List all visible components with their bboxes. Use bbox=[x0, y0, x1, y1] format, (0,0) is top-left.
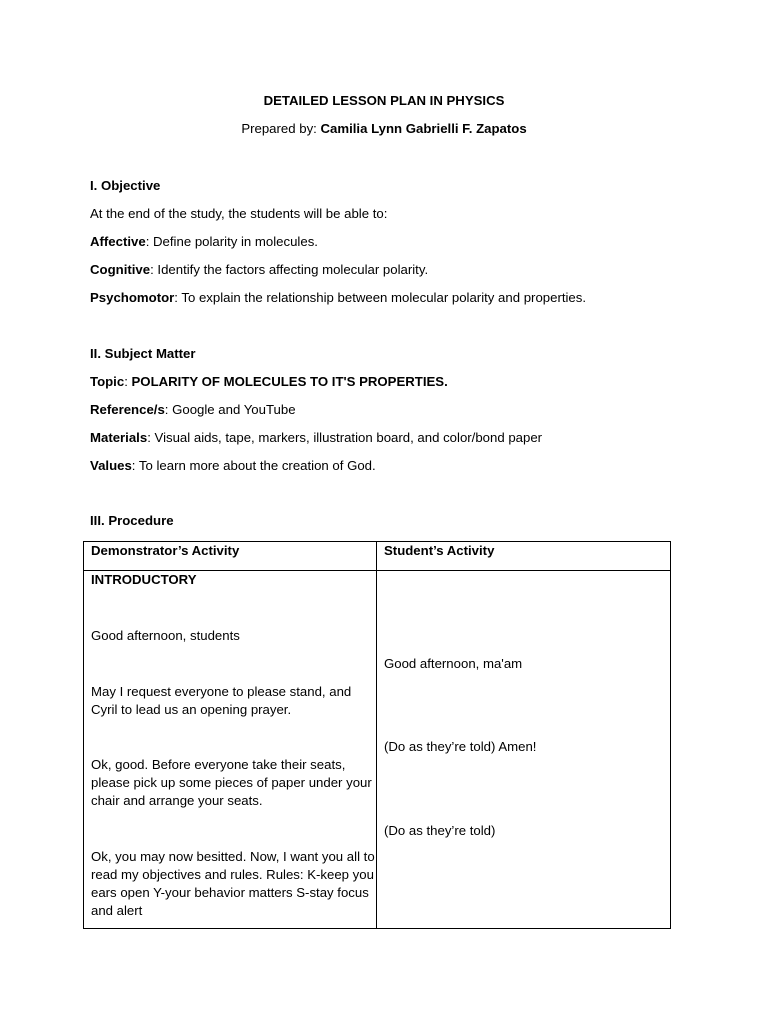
objective-affective: Affective: Define polarity in molecules. bbox=[90, 234, 318, 249]
demonstrator-cell bbox=[84, 571, 377, 929]
objective-psychomotor: Psychomotor: To explain the relationship between molecular polarity and properties. bbox=[90, 290, 587, 305]
subject-materials: Materials: Visual aids, tape, markers, illustration board, and color/bond paper bbox=[90, 430, 543, 445]
prepared-by bbox=[0, 120, 768, 138]
objective-cognitive: Cognitive: Identify the factors affecting molecular polarity. bbox=[90, 262, 429, 277]
student-line-2: (Do as they’re told) Amen! bbox=[384, 739, 537, 754]
table-header-cell bbox=[377, 542, 671, 571]
table-header-row bbox=[84, 542, 671, 571]
prepared-by-name: Camilia Lynn Gabrielli F. Zapatos bbox=[320, 121, 527, 136]
subject-values: Values: To learn more about the creation of God. bbox=[90, 458, 376, 473]
subject-topic: Topic: POLARITY OF MOLECULES TO IT'S PROPERTIES. bbox=[90, 374, 448, 389]
objective-intro: At the end of the study, the students will be able to: bbox=[90, 206, 388, 221]
demonstrator-line-1: Good afternoon, students bbox=[91, 628, 240, 643]
demonstrator-line-2: May I request everyone to please stand, and Cyril to lead us an opening prayer. bbox=[91, 684, 352, 717]
prepared-by-label: Prepared by: bbox=[241, 121, 321, 136]
student-line-1: Good afternoon, ma'am bbox=[384, 656, 523, 671]
document-title: DETAILED LESSON PLAN IN PHYSICS bbox=[263, 93, 505, 108]
section-title: INTRODUCTORY bbox=[91, 572, 197, 587]
student-line-3: (Do as they’re told) bbox=[384, 823, 496, 838]
table-header-cell bbox=[84, 542, 377, 571]
column-header-student: Student’s Activity bbox=[384, 543, 495, 558]
subject-matter-heading: II. Subject Matter bbox=[90, 346, 196, 361]
procedure-table bbox=[83, 541, 671, 929]
demonstrator-line-3: Ok, good. Before everyone take their seats, please pick up some pieces of paper under your chair and arrange your seats. bbox=[91, 757, 372, 808]
demonstrator-line-4: Ok, you may now besitted. Now, I want you all to read my objectives and rules. Rules: K-keep you ears open Y-your behavior matters S-stay focus and alert bbox=[91, 849, 375, 918]
objective-heading: I. Objective bbox=[90, 178, 161, 193]
student-cell bbox=[377, 571, 671, 929]
subject-references: Reference/s: Google and YouTube bbox=[90, 402, 296, 417]
procedure-heading: III. Procedure bbox=[90, 513, 174, 528]
column-header-demonstrator: Demonstrator’s Activity bbox=[91, 543, 240, 558]
table-row bbox=[84, 571, 671, 929]
